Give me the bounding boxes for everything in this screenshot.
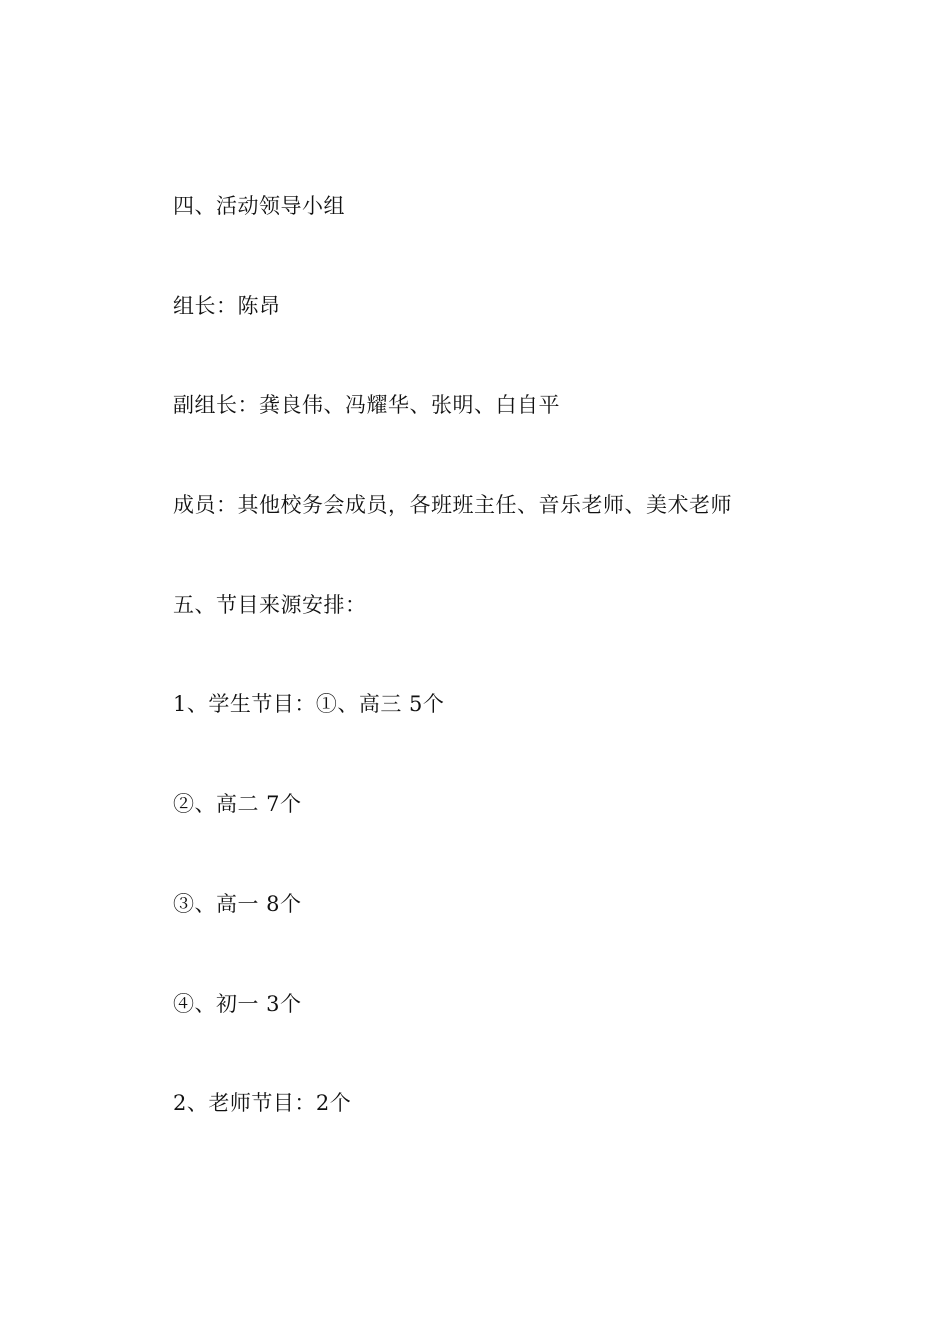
student-programs-line: 1、学生节目：①、高三 5个 [173,692,445,717]
members-line: 成员：其他校务会成员，各班班主任、音乐老师、美术老师 [173,493,732,518]
deputy-leaders-line: 副组长：龚良伟、冯耀华、张明、白自平 [173,393,560,418]
group-leader-line: 组长：陈昂 [173,293,281,318]
teacher-programs-line: 2、老师节目：2个 [173,1091,352,1116]
document-body [173,192,873,1189]
grade-11-programs-line: ②、高二 7个 [173,792,302,817]
section-heading-leadership-group: 四、活动领导小组 [173,194,345,218]
grade-10-programs-line: ③、高一 8个 [173,891,302,916]
grade-7-programs-line: ④、初一 3个 [173,991,302,1016]
section-heading-program-sources: 五、节目来源安排： [173,592,367,617]
